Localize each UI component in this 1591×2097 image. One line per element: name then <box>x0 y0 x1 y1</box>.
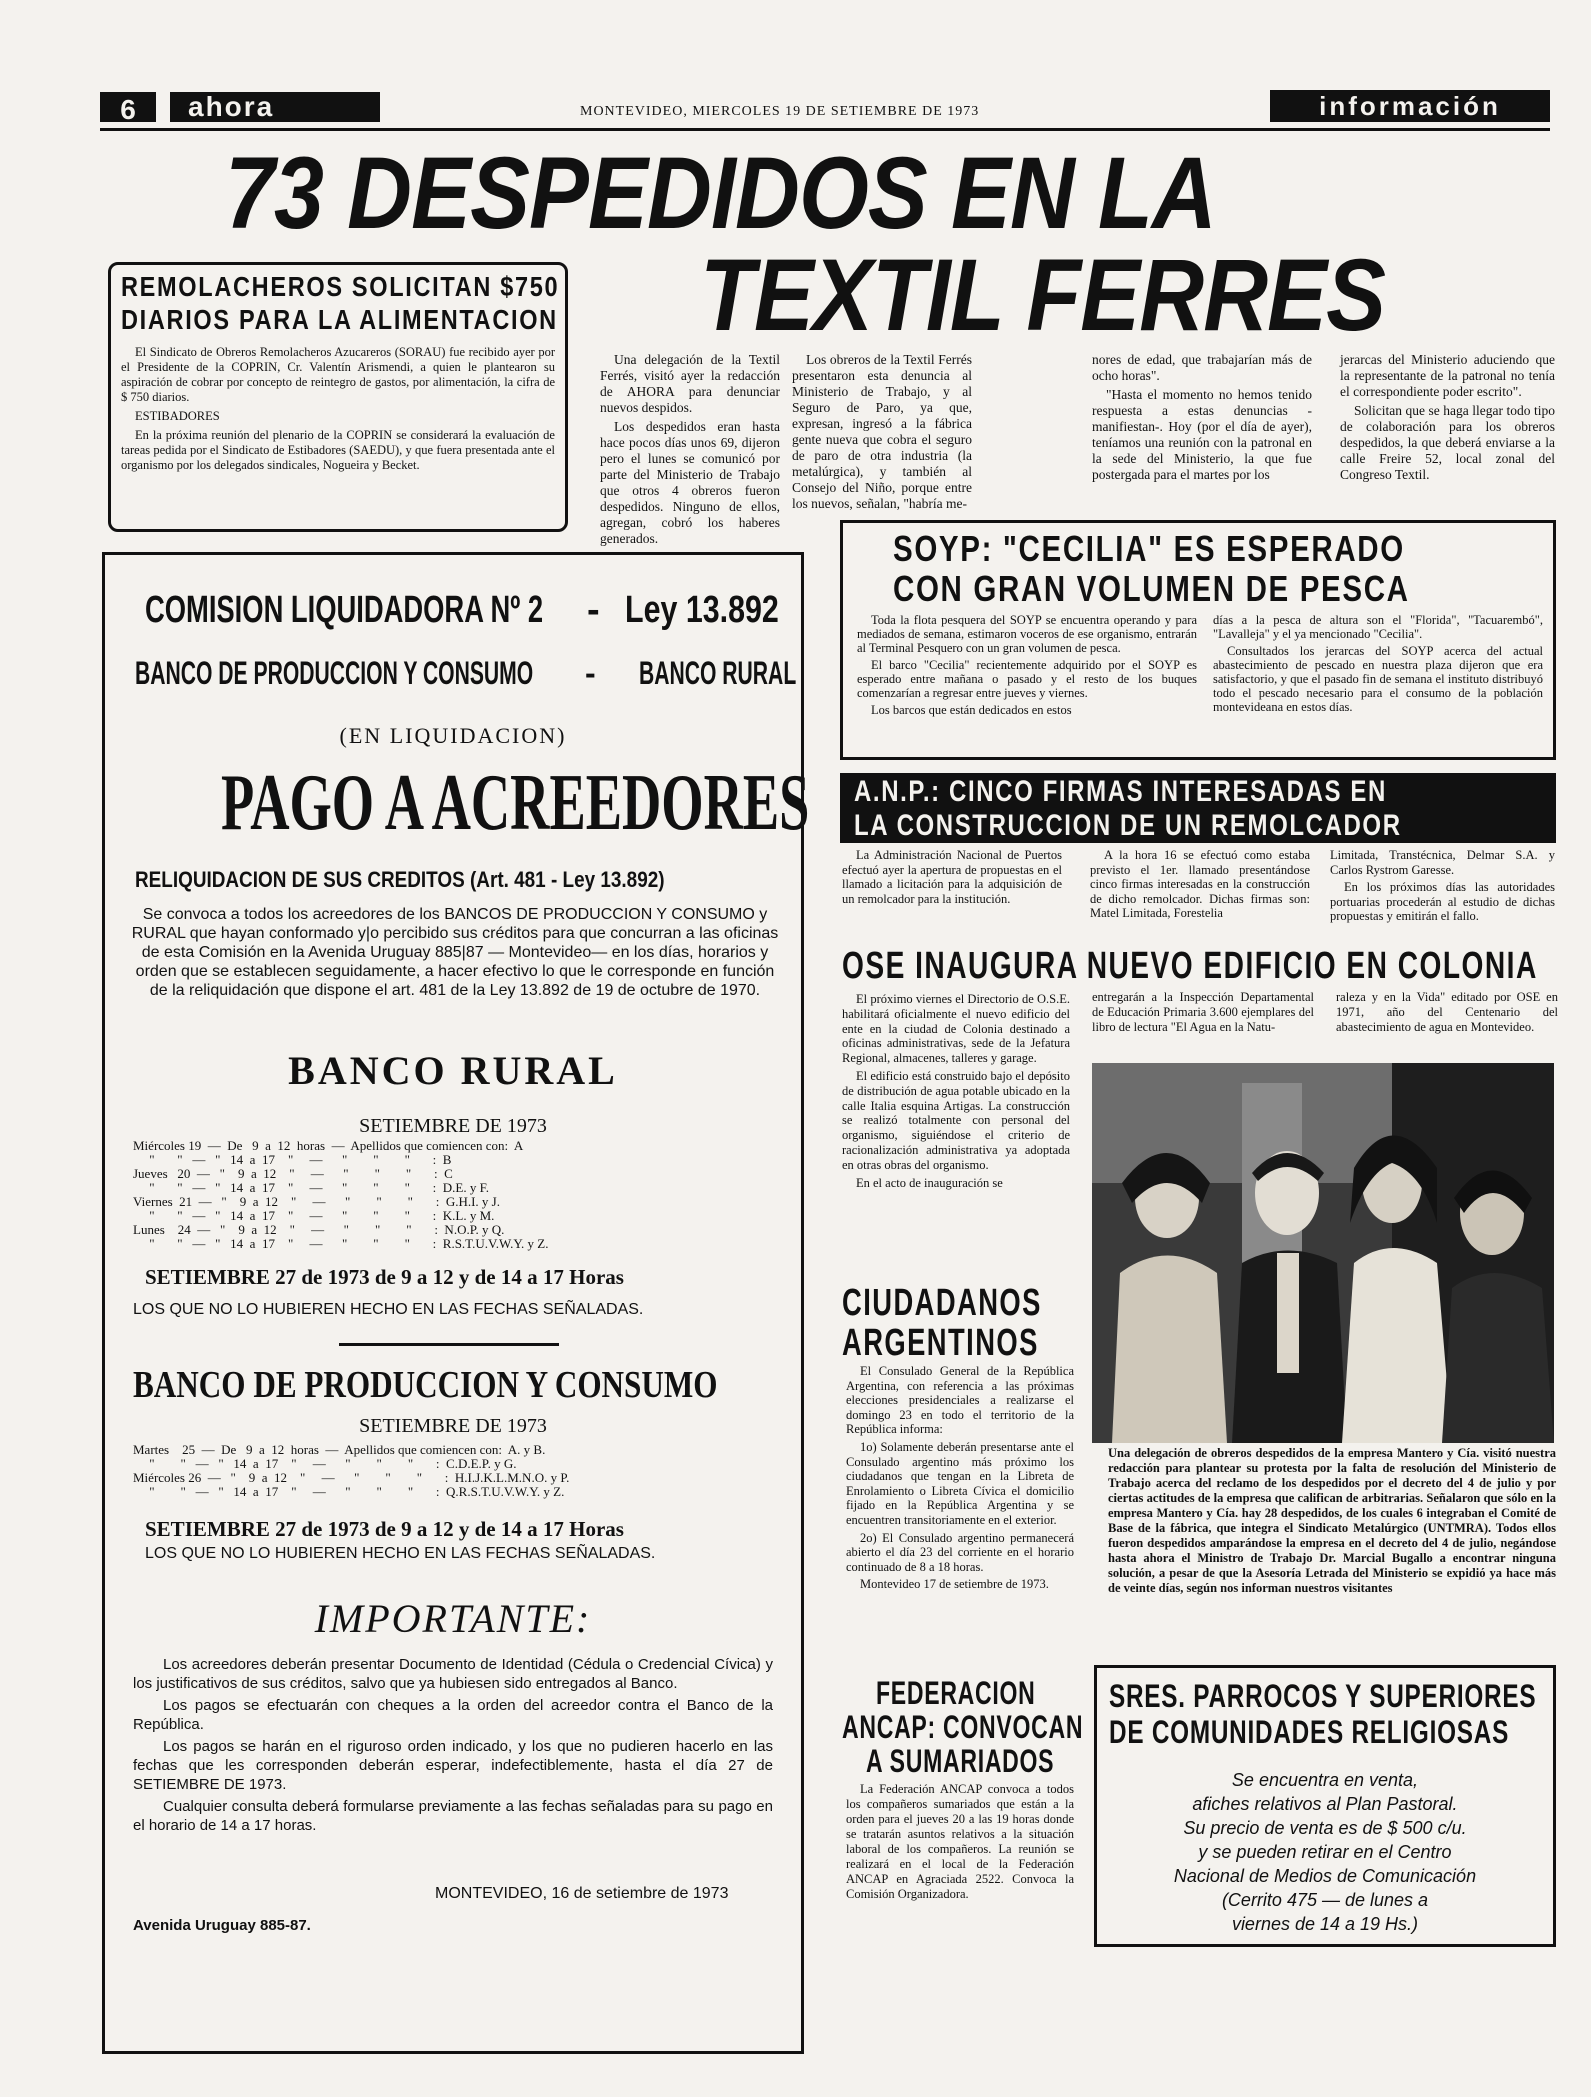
anp-col-2 <box>1090 848 1310 924</box>
dateline: MONTEVIDEO, MIERCOLES 19 DE SETIEMBRE DE 1973 <box>580 104 980 119</box>
parrocos-headline-2: DE COMUNIDADES RELIGIOSAS <box>1109 1714 1510 1750</box>
bpc-title: BANCO DE PRODUCCION Y CONSUMO <box>133 1364 718 1406</box>
schedule-row: Jueves 20 — " 9 a 12 " — " " " : C <box>133 1166 453 1181</box>
soyp-para-1: Toda la flota pesquera del SOYP se encuentra operando y para mediados de semana, estimaron voceros de ese organismo, entrarán al Terminal Pesquero con un gran volumen de pesca. <box>857 613 1197 655</box>
anp-col-1 <box>842 848 1062 909</box>
notice-line-2-right: BANCO RURAL <box>639 655 797 691</box>
anp-headline-1: A.N.P.: CINCO FIRMAS INTERESADAS EN <box>854 775 1387 808</box>
remolacheros-para-2: En la próxima reunión del plenario de la COPRIN se considerará la evaluación de tareas pedida por el Sindicato de Estibadores (SAEDU), y que fuera presentada ante el organismo por los delegados sindicales, Nogueira y Becket. <box>121 428 555 472</box>
rural-month: SETIEMBRE DE 1973 <box>359 1115 547 1137</box>
schedule-row: Miércoles 26 — " 9 a 12 " — " " " : H.I.J.K.L.M.N.O. y P. <box>133 1470 570 1485</box>
argentinos-para-3: 2o) El Consulado argentino permanecerá abierto el día 23 del corriente en el horario continuado de 8 a 18 horas. <box>846 1530 1074 1574</box>
lead-para-7: Solicitan que se haga llegar todo tipo de colaboración para los obreros despedidos, la que deberá enviarse a la calle Freire 52, local zonal del Congreso Textil. <box>1340 403 1555 482</box>
ancap-headline-3: A SUMARIADOS <box>866 1743 1055 1779</box>
lead-col-4 <box>1340 352 1555 486</box>
masthead <box>100 90 1550 130</box>
ose-para-2: El edificio está construido bajo el depósito de distribución de agua potable ubicado en la calle Italia esquina Artigas. La construcción se realizó totalmente con personal del organismo, siguiéndose el criterio de racionalización administrativa ya adoptada en otras obras del organismo. <box>842 1068 1070 1172</box>
soyp-col-1 <box>857 613 1197 720</box>
schedule-row: Viernes 21 — " 9 a 12 " — " " " : G.H.I. y J. <box>133 1194 500 1209</box>
parrocos-body <box>1097 1768 1553 1936</box>
lead-para-6: jerarcas del Ministerio aduciendo que la representante de la patronal no tenía el correspondiente poder escrito". <box>1340 352 1555 399</box>
schedule-row: Lunes 24 — " 9 a 12 " — " " " : N.O.P. y Q. <box>133 1222 505 1237</box>
anp-headline-2: LA CONSTRUCCION DE UN REMOLCADOR <box>854 809 1402 842</box>
notice-signoff: MONTEVIDEO, 16 de setiembre de 1973 <box>435 1885 729 1902</box>
schedule-row: " " — " 14 a 17 " — " " " : K.L. y M. <box>133 1208 495 1223</box>
notice-divider <box>339 1343 559 1346</box>
important-title: IMPORTANTE: <box>314 1596 592 1641</box>
soyp-headline-2: CON GRAN VOLUMEN DE PESCA <box>893 568 1410 609</box>
ose-headline: OSE INAUGURA NUEVO EDIFICIO EN COLONIA <box>842 945 1538 987</box>
notice-line-2-dash: - <box>585 655 596 691</box>
masthead-rule <box>100 128 1550 131</box>
important-para-1: Los acreedores deberán presentar Documento de Identidad (Cédula o Credencial Cívica) y los justificativos de sus créditos, salvo que ya hubiesen sido entregados al Banco. <box>133 1656 773 1692</box>
ose-para-3: En el acto de inauguración se <box>856 1175 1003 1190</box>
soyp-headline-1: SOYP: "CECILIA" ES ESPERADO <box>893 528 1405 569</box>
schedule-row: " " — " 14 a 17 " — " " " : R.S.T.U.V.W.Y. y Z. <box>133 1236 549 1251</box>
lead-para-1: Una delegación de la Textil Ferrés, visitó ayer la redacción de AHORA para denunciar nuevos despidos. <box>600 352 780 415</box>
photo-caption: Una delegación de obreros despedidos de la empresa Mantero y Cía. visitó nuestra redacción para plantear su protesta por la falta de resolución del Ministerio de Trabajo acerca del reclamo de los despedidos por el decreto del 4 de julio y por ciertas actitudes de la empresa que califican de arbitrarias. Señalaron que sólo en la empresa Mantero y Cía. hay 28 despedidos, de los cuales 6 integraban el Comité de Base de la fábrica, que integra el Sindicato Metalúrgico (UNTMRA). Todos ellos fueron despedidos amparándose la empresa en el decreto del 4 de julio, negándose hasta ahora el Ministro de Trabajo Dr. Marcial Bugallo a encontrar ninguna solución, a pesar de que la Asesoría Letrada del Ministerio se expidió ya hace más de veinte días, según nos informan nuestros visitantes <box>1108 1446 1556 1595</box>
workers-photo-illustration <box>1092 1063 1554 1443</box>
bpc-note: LOS QUE NO LO HUBIEREN HECHO EN LAS FECHAS SEÑALADAS. <box>145 1545 656 1562</box>
anp-headline-bar <box>840 773 1556 843</box>
argentinos-para-4: Montevideo 17 de setiembre de 1973. <box>860 1577 1049 1592</box>
notice-intro: Se convoca a todos los acreedores de los BANCOS DE PRODUCCION Y CONSUMO y RURAL que hayan conformado y|o percibido sus créditos para que concurran a las oficinas de esta Comisión en la Avenida Uruguay 885|87 — Montevideo— en los días, horarios y orden que se establecen seguidamente, a hacer efectivo lo que le corresponde en función de la reliquidación que dispone el art. 481 de la Ley 13.892 de 19 de octubre de 1970. <box>131 906 779 999</box>
ose-para-1: El próximo viernes el Directorio de O.S.E. habilitará oficialmente el nuevo edificio del ente en la ciudad de Colonia destinado a oficinas administrativas, sede de la Jefatura Regional, almacenes, talleres y garage. <box>842 992 1070 1066</box>
bpc-final-date: SETIEMBRE 27 de 1973 de 9 a 12 y de 14 a 17 Horas <box>145 1517 624 1541</box>
soyp-para-5: Consultados los jerarcas del SOYP acerca del actual abastecimiento de pescado en nuestra plaza dijeron que era satisfactorio, y que el pasado fin de semana el instituto distribuyó todo el pescado necesario para el consumo de la población montevideana en estos días. <box>1213 644 1543 714</box>
lead-para-3: Los obreros de la Textil Ferrés presentaron esta denuncia al Ministerio de Trabajo, y al Seguro de Paro, ya que, expresan, ingresó a la fábrica gente nueva que cobra el seguro de paro de otra industria (la metalúrgica), y también al Consejo del Niño, porque entre los nuevos, señalan, "habría me- <box>792 352 972 511</box>
ancap-body: La Federación ANCAP convoca a todos los compañeros sumariados que están a la orden para el jueves 20 a las 19 horas donde se tratarán asuntos relativos a la situación laboral de los compañeros. La reunión se realizará en el local de la Federación ANCAP en Agraciada 2522. Convoca la Comisión Organizadora. <box>846 1782 1074 1901</box>
argentinos-body <box>846 1364 1074 1595</box>
remolacheros-subhead: ESTIBADORES <box>135 409 220 423</box>
ose-para-5: raleza y en la Vida" editado por OSE en 1971, año del Centenario del abastecimiento de agua en Montevideo. <box>1336 990 1558 1034</box>
ose-col-3 <box>1336 990 1558 1037</box>
remolacheros-box <box>108 262 568 532</box>
ancap-headline-1: FEDERACION <box>876 1675 1036 1711</box>
rural-note: LOS QUE NO LO HUBIEREN HECHO EN LAS FECHAS SEÑALADAS. <box>133 1301 644 1318</box>
argentinos-para-1: El Consulado General de la República Argentina, con referencia a las próximas elecciones presidenciales a realizarse el domingo 23 en todo el territorio de la República informa: <box>846 1364 1074 1437</box>
parrocos-line: y se pueden retirar en el Centro <box>1198 1842 1452 1862</box>
anp-para-4: En los próximos días las autoridades portuarias procederán al estudio de dichas propuestas y emitirán el fallo. <box>1330 880 1555 923</box>
ose-para-4: entregarán a la Inspección Departamental de Educación Primaria 3.600 ejemplares del libro de lectura "El Agua en la Natu- <box>1092 990 1314 1034</box>
lead-para-2: Los despedidos eran hasta hace pocos días unos 69, dijeron pero el lunes se comunicó por parte del Ministerio de Trabajo que otros 4 obreros fueron despedidos. Ninguno de ellos, agregan, cobró los haberes generados. <box>600 419 780 546</box>
argentinos-headline-1: CIUDADANOS <box>842 1282 1042 1324</box>
argentinos-para-2: 1o) Solamente deberán presentarse ante el Consulado argentino más próximo los ciudadanos que tengan en la Libreta de Enrolamiento o Libreta Cívica el domicilio fijado en la República Argentina y se encuentren transitoriamente en el exterior. <box>846 1439 1074 1527</box>
argentinos-headline <box>842 1283 1082 1363</box>
soyp-para-2: El barco "Cecilia" recientemente adquirido por el SOYP es esperado entre mañana o pasado y el resto de los buques comenzarían a regresar entre jueves y viernes. <box>857 658 1197 700</box>
delegation-photo <box>1092 1063 1554 1443</box>
schedule-row: " " — " 14 a 17 " — " " " : D.E. y F. <box>133 1180 490 1195</box>
notice-title: PAGO A ACREEDORES <box>221 759 810 847</box>
parrocos-line: Se encuentra en venta, <box>1231 1770 1419 1790</box>
soyp-para-4: días a la pesca de altura son el "Florida", "Tacuarembó", "Lavalleja" y el ya mencionado "Cecilia". <box>1213 613 1543 641</box>
notice-line-1-right: Ley 13.892 <box>625 589 779 631</box>
lead-col-2 <box>792 352 972 515</box>
anp-para-2: A la hora 16 se efectuó como estaba previsto el 1er. llamado presentándose cinco firmas interesadas en la construcción de dicho remolcador. Dichas firmas son: Matel Limitada, Forestelia <box>1090 848 1310 920</box>
notice-address: Avenida Uruguay 885-87. <box>133 1917 311 1934</box>
important-para-3: Los pagos se harán en el riguroso orden indicado, y los que no pudieren hacerlo en las fechas que les corresponden deberán esperar, indefectiblemente, hasta el día 27 de SETIEMBRE DE 1973. <box>133 1738 773 1793</box>
lead-para-5: "Hasta el momento no hemos tenido respuesta a estas denuncias -manifiestan-. Hoy (por el día de ayer), teníamos una reunión con la patronal en la sede del Ministerio, la que fue postergada para el martes por los <box>1092 387 1312 482</box>
notice-status: (EN LIQUIDACION) <box>339 723 567 748</box>
lead-col-1 <box>600 352 780 550</box>
ose-col-1 <box>842 992 1070 1193</box>
notice-line-1-left: COMISION LIQUIDADORA Nº 2 <box>145 589 544 631</box>
parrocos-line: afiches relativos al Plan Pastoral. <box>1192 1794 1458 1814</box>
notice-line-1-dash: - <box>587 589 600 631</box>
parrocos-line: viernes de 14 a 19 Hs.) <box>1231 1914 1419 1934</box>
remolacheros-headline-1: REMOLACHEROS SOLICITAN $750 <box>121 271 560 302</box>
notice-line-2-left: BANCO DE PRODUCCION Y CONSUMO <box>135 655 534 691</box>
section-label: información <box>1270 90 1550 122</box>
lead-col-3 <box>1092 352 1312 486</box>
lead-headline-line2: TEXTIL FERRES <box>700 238 1386 352</box>
remolacheros-headline-2: DIARIOS PARA LA ALIMENTACION <box>121 304 558 335</box>
schedule-row: " " — " 14 a 17 " — " " " : C.D.E.P. y G. <box>133 1456 517 1471</box>
schedule-row: Miércoles 19 — De 9 a 12 horas — Apellidos que comiencen con: A <box>133 1138 524 1153</box>
lead-headline-line1: 73 DESPEDIDOS EN LA <box>225 136 1216 250</box>
soyp-para-3: Los barcos que están dedicados en estos <box>871 703 1072 717</box>
schedule-row: Martes 25 — De 9 a 12 horas — Apellidos que comiencen con: A. y B. <box>133 1442 546 1457</box>
ancap-headline <box>842 1675 1084 1779</box>
ose-col-2 <box>1092 990 1314 1037</box>
notice-subtitle: RELIQUIDACION DE SUS CREDITOS (Art. 481 - Ley 13.892) <box>135 867 665 892</box>
important-body <box>133 1655 773 1838</box>
rural-title: BANCO RURAL <box>288 1048 618 1093</box>
bpc-month: SETIEMBRE DE 1973 <box>359 1415 547 1437</box>
remolacheros-para-1: El Sindicato de Obreros Remolacheros Azucareros (SORAU) fue recibido ayer por el Presidente de la COPRIN, Cr. Valentín Arismendi, a quien le plantearon su aspiración de cobrar por concepto de reintegro de gastos, por alimentación, la cifra de $ 750 diarios. <box>121 345 555 404</box>
paper-name: ahora <box>170 92 380 122</box>
important-para-2: Los pagos se efectuarán con cheques a la orden del acreedor contra el Banco de la República. <box>133 1697 773 1733</box>
page-number: 6 <box>100 92 156 122</box>
schedule-row: " " — " 14 a 17 " — " " " : Q.R.S.T.U.V.W.Y. y Z. <box>133 1484 565 1499</box>
soyp-col-2 <box>1213 613 1543 717</box>
bpc-schedule <box>133 1443 783 1499</box>
parrocos-line: Su precio de venta es de $ 500 c/u. <box>1183 1818 1467 1838</box>
rural-final-date: SETIEMBRE 27 de 1973 de 9 a 12 y de 14 a 17 Horas <box>145 1265 624 1289</box>
lead-para-4: nores de edad, que trabajarían más de ocho horas". <box>1092 352 1312 383</box>
parrocos-headline-1: SRES. PARROCOS Y SUPERIORES <box>1109 1678 1537 1714</box>
anp-col-3 <box>1330 848 1555 927</box>
parrocos-line: (Cerrito 475 — de lunes a <box>1221 1890 1429 1910</box>
argentinos-headline-2: ARGENTINOS <box>842 1322 1039 1364</box>
schedule-row: " " — " 14 a 17 " — " " " : B <box>133 1152 452 1167</box>
anp-para-3: Limitada, Transtécnica, Delmar S.A. y Carlos Rystrom Garesse. <box>1330 848 1555 877</box>
soyp-box <box>840 520 1556 760</box>
parrocos-box <box>1094 1665 1556 1947</box>
rural-schedule <box>133 1139 783 1251</box>
ancap-headline-2: ANCAP: CONVOCAN <box>842 1709 1084 1745</box>
anp-para-1: La Administración Nacional de Puertos efectuó ayer la apertura de propuestas en el llamado a licitación para la adquisición de un remolcador para la institución. <box>842 848 1062 906</box>
important-para-4: Cualquier consulta deberá formularse previamente a las fechas señaladas para su pago en el horario de 14 a 17 horas. <box>133 1798 773 1834</box>
parrocos-line: Nacional de Medios de Comunicación <box>1173 1866 1477 1886</box>
liquidation-notice <box>102 552 810 2054</box>
